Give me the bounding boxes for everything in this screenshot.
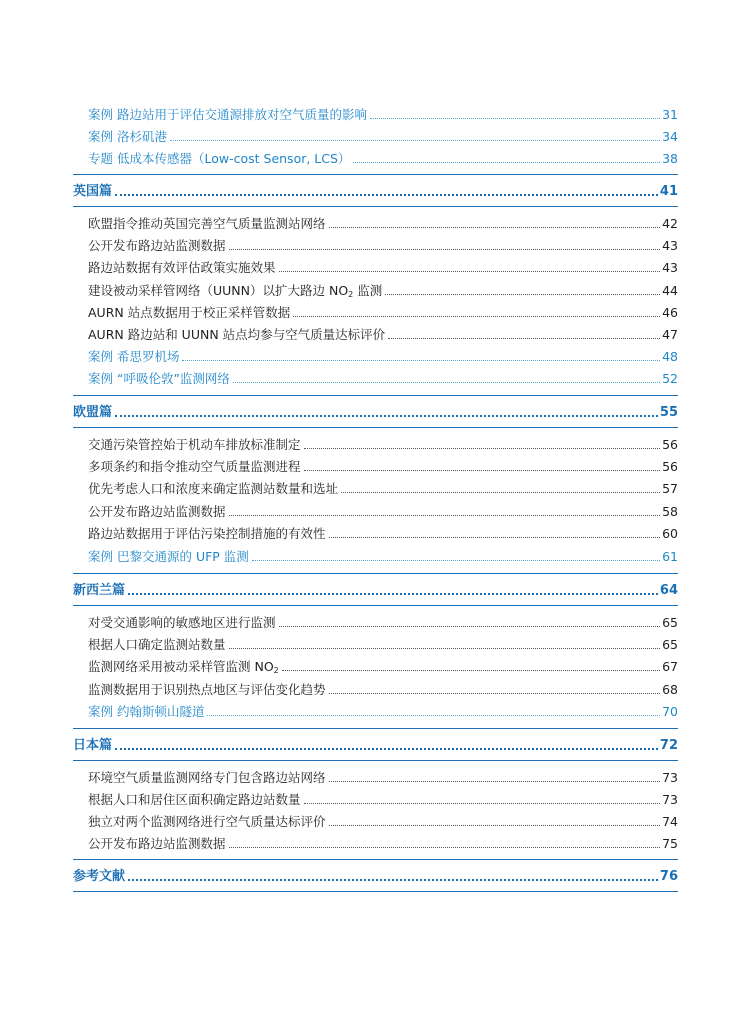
toc-entry-title: 案例 巴黎交通源的 UFP 监测	[88, 549, 249, 564]
dot-leader	[329, 781, 661, 782]
dot-leader	[229, 515, 661, 516]
toc-page-number: 52	[662, 371, 678, 386]
toc-page-number: 46	[662, 305, 678, 320]
section-divider	[73, 395, 678, 396]
toc-case-mt-johnston-tunnel[interactable]	[88, 704, 678, 720]
toc-entry-title-text: 建设被动采样管网络（UUNN）以扩大路边 NO	[88, 283, 349, 298]
toc-entry-title: 环境空气质量监测网络专门包含路边站网络	[88, 770, 326, 785]
toc-case-breathe-london[interactable]	[88, 371, 678, 387]
dot-leader	[279, 626, 661, 627]
toc-entry-title: 案例 洛杉矶港	[88, 129, 167, 144]
dot-leader	[341, 492, 660, 493]
dot-leader	[229, 249, 661, 250]
toc-entry-title: 路边站数据有效评估政策实施效果	[88, 260, 276, 275]
toc-chapter-references[interactable]	[73, 868, 678, 885]
toc-chapter-title: 欧盟篇	[73, 405, 113, 420]
toc-entry[interactable]	[88, 260, 678, 276]
toc-page-number: 41	[659, 184, 678, 199]
dot-leader	[370, 118, 660, 119]
dot-leader	[233, 382, 660, 383]
dot-leader	[304, 803, 661, 804]
toc-page-number: 34	[662, 129, 678, 144]
dot-leader	[388, 338, 660, 339]
toc-entry-title	[88, 283, 382, 299]
toc-page-number: 70	[662, 704, 678, 719]
toc-page-number: 73	[662, 770, 678, 785]
toc-page-number: 73	[662, 792, 678, 807]
toc-entry-title: 欧盟指令推动英国完善空气质量监测站网络	[88, 216, 326, 231]
dot-leader	[115, 194, 658, 196]
toc-page-number: 74	[662, 814, 678, 829]
dot-leader	[282, 670, 660, 671]
toc-entry[interactable]	[88, 682, 678, 698]
dot-leader	[329, 693, 661, 694]
toc-entry-title: 公开发布路边站监测数据	[88, 238, 226, 253]
toc-page-number: 55	[659, 405, 678, 420]
toc-entry[interactable]	[88, 459, 678, 475]
toc-entry-title: 案例 希思罗机场	[88, 349, 180, 364]
toc-entry[interactable]	[88, 216, 678, 232]
toc-entry[interactable]	[88, 836, 678, 852]
toc-page-number: 57	[662, 481, 678, 496]
toc-entry-title: 独立对两个监测网络进行空气质量达标评价	[88, 814, 326, 829]
dot-leader	[115, 748, 658, 750]
toc-case-roadside-traffic[interactable]	[88, 107, 678, 123]
toc-chapter-japan[interactable]	[73, 737, 678, 754]
dot-leader	[385, 294, 660, 295]
toc-page-number: 47	[662, 327, 678, 342]
toc-entry-title: 优先考虑人口和浓度来确定监测站数量和选址	[88, 481, 339, 496]
dot-leader	[304, 448, 661, 449]
dot-leader	[353, 162, 660, 163]
toc-page-number: 60	[662, 526, 678, 541]
toc-page-number: 68	[662, 682, 678, 697]
toc-page-number: 48	[662, 349, 678, 364]
section-divider	[73, 427, 678, 428]
dot-leader	[128, 593, 658, 595]
toc-chapter-title: 英国篇	[73, 184, 113, 199]
toc-entry[interactable]	[88, 305, 678, 321]
subscript-2: 2	[348, 290, 354, 299]
dot-leader	[115, 415, 658, 417]
toc-entry[interactable]	[88, 637, 678, 653]
toc-entry-uunn[interactable]	[88, 283, 678, 299]
dot-leader	[128, 879, 658, 881]
section-divider	[73, 174, 678, 175]
section-divider	[73, 859, 678, 860]
section-divider	[73, 605, 678, 606]
toc-entry-title: 对受交通影响的敏感地区进行监测	[88, 615, 276, 630]
toc-entry[interactable]	[88, 792, 678, 808]
toc-chapter-title: 日本篇	[73, 738, 113, 753]
dot-leader	[229, 847, 661, 848]
toc-entry-title: 公开发布路边站监测数据	[88, 836, 226, 851]
toc-case-heathrow[interactable]	[88, 349, 678, 365]
toc-page-number: 64	[659, 583, 678, 598]
toc-page-number: 58	[662, 504, 678, 519]
dot-leader	[182, 360, 660, 361]
dot-leader	[329, 227, 661, 228]
toc-page-number: 31	[662, 107, 678, 122]
toc-entry[interactable]	[88, 504, 678, 520]
section-divider	[73, 891, 678, 892]
toc-entry-title: 公开发布路边站监测数据	[88, 504, 226, 519]
toc-chapter-eu[interactable]	[73, 404, 678, 421]
section-divider	[73, 573, 678, 574]
toc-page-number: 56	[662, 459, 678, 474]
toc-entry-title: AURN 站点数据用于校正采样管数据	[88, 305, 291, 320]
dot-leader	[293, 316, 660, 317]
toc-entry-title: 专题 低成本传感器（Low-cost Sensor, LCS）	[88, 151, 351, 166]
dot-leader	[279, 271, 661, 272]
toc-page-number: 38	[662, 151, 678, 166]
toc-chapter-nz[interactable]	[73, 582, 678, 599]
toc-page-number: 61	[662, 549, 678, 564]
dot-leader	[207, 715, 660, 716]
dot-leader	[170, 140, 660, 141]
toc-page-number: 76	[659, 869, 678, 884]
toc-entry[interactable]	[88, 770, 678, 786]
toc-entry[interactable]	[88, 526, 678, 542]
toc-page-number: 42	[662, 216, 678, 231]
toc-entry-title: 交通污染管控始于机动车排放标准制定	[88, 437, 301, 452]
toc-entry-title: 案例 约翰斯顿山隧道	[88, 704, 205, 719]
toc-page-number: 75	[662, 836, 678, 851]
toc-page-number: 43	[662, 238, 678, 253]
toc-entry[interactable]	[88, 481, 678, 497]
toc-case-port-la[interactable]	[88, 129, 678, 145]
toc-entry-title: 案例 路边站用于评估交通源排放对空气质量的影响	[88, 107, 367, 122]
dot-leader	[229, 648, 661, 649]
toc-entry-title: 多项条约和指令推动空气质量监测进程	[88, 459, 301, 474]
toc-entry-title-text: 监测网络采用被动采样管监测 NO	[88, 659, 274, 674]
section-divider	[73, 206, 678, 207]
toc-entry[interactable]	[88, 327, 678, 343]
toc-entry-no2-passive[interactable]	[88, 659, 678, 675]
toc-topic-lcs[interactable]	[88, 151, 678, 167]
toc-entry[interactable]	[88, 615, 678, 631]
toc-entry[interactable]	[88, 437, 678, 453]
toc-entry[interactable]	[88, 238, 678, 254]
toc-page-number: 67	[662, 659, 678, 674]
dot-leader	[252, 560, 660, 561]
toc-entry-title: 路边站数据用于评估污染控制措施的有效性	[88, 526, 326, 541]
toc-entry-title-suffix: 监测	[353, 283, 383, 298]
toc-chapter-title: 新西兰篇	[73, 583, 126, 598]
toc-page-number: 44	[662, 283, 678, 298]
section-divider	[73, 728, 678, 729]
toc-chapter-title: 参考文献	[73, 869, 126, 884]
dot-leader	[304, 470, 661, 471]
toc-entry-title	[88, 659, 279, 675]
toc-entry-title: 根据人口确定监测站数量	[88, 637, 226, 652]
toc-page-number: 65	[662, 637, 678, 652]
toc-page-number: 65	[662, 615, 678, 630]
section-divider	[73, 760, 678, 761]
toc-page-number: 72	[659, 738, 678, 753]
toc-entry-title: 根据人口和居住区面积确定路边站数量	[88, 792, 301, 807]
toc-case-paris-ufp[interactable]	[88, 549, 678, 565]
dot-leader	[329, 825, 661, 826]
toc-entry-title: AURN 路边站和 UUNN 站点均参与空气质量达标评价	[88, 327, 386, 342]
toc-entry[interactable]	[88, 814, 678, 830]
toc-entry-title: 案例 “呼吸伦敦”监测网络	[88, 371, 230, 386]
dot-leader	[329, 537, 661, 538]
toc-entry-title: 监测数据用于识别热点地区与评估变化趋势	[88, 682, 326, 697]
toc-chapter-uk[interactable]	[73, 183, 678, 200]
toc-page-number: 43	[662, 260, 678, 275]
toc-page-number: 56	[662, 437, 678, 452]
subscript-2: 2	[273, 666, 279, 675]
